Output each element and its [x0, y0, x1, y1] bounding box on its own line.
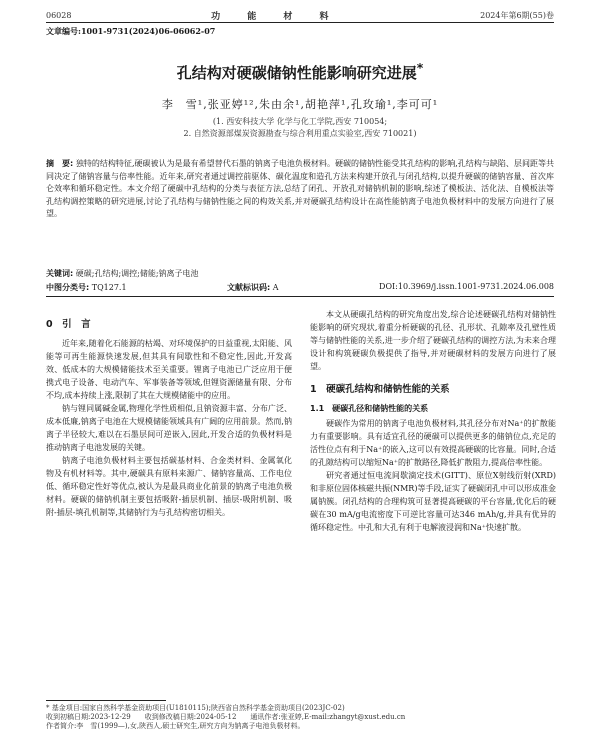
title-text: 孔结构对硬碳储钠性能影响研究进展 — [176, 64, 417, 82]
subsection-1-1-heading: 1.1 硬碳孔径和储钠性能的关系 — [310, 404, 429, 413]
section-introduction-heading: 0 引 言 — [46, 319, 91, 330]
paragraph: 近年来,随着化石能源的枯竭、对环境保护的日益重视,太阳能、风能等可再生能源快速发展,但其具有间歇性和不稳定性,因此,开发高效、低成本的大规模储能技术至关重要。锂离子电池已广泛应用于便携式电子设备、电动汽车、军事装备等领域,但锂资源储量有限、分布不均,成本持续上涨,限制了其在大规模储能中的应用。 — [46, 339, 292, 400]
doc-value: A — [272, 283, 279, 292]
section-1-heading: 1 硬碳孔结构和储钠性能的关系 — [310, 384, 450, 395]
journal-name: 功 能 材 料 — [211, 11, 341, 22]
clc-code — [46, 282, 127, 293]
title-footnote-mark: * — [416, 60, 424, 75]
paragraph: 本文从硬碳孔结构的研究角度出发,综合论述硬碳孔结构对储钠性能影响的研究现状,着重分析硬碳的孔径、孔形状、孔隙率及孔壁性质等与储钠性能的关系,进一步介绍了硬碳孔结构的调控方法,为未来合理设计和构筑硬碳负极提供了指导,并对硬碳材料的发展方向进行了展望。 — [310, 310, 556, 371]
running-header — [46, 8, 554, 22]
keywords — [46, 268, 554, 279]
affiliation-1: (1. 西安科技大学 化学与化工学院,西安 710054; — [212, 117, 388, 126]
footnote-funding: * 基金项目:国家自然科学基金资助项目(U1810115);陕西省自然科学基金资助项目(2023JC-02) — [46, 704, 345, 712]
abstract-rule — [46, 296, 554, 297]
clc-label: 中图分类号: — [46, 283, 90, 292]
author-list: 李 雪¹,张亚婷¹²,朱由余¹,胡艳萍¹,孔玫瑜¹,李可可¹ — [161, 98, 439, 111]
paragraph: 硬碳作为常用的钠离子电池负极材料,其孔径分布对Na⁺的扩散能力有重要影响。具有适宜孔径的硬碳可以提供更多的储钠位点,充足的活性位点有利于Na⁺的嵌入,这可以有效提高硬碳的比容量。同时,合适的孔隙结构可以缩短Na⁺的扩散路径,降低扩散阻力,提高倍率性能。 — [310, 419, 556, 467]
keywords-text: 硬碳;孔结构;调控;储能;钠离子电池 — [75, 269, 199, 278]
abstract — [46, 158, 554, 221]
footnote-dates: 收到初稿日期:2023-12-29 收到修改稿日期:2024-05-12 通讯作者:张亚婷,E-mail:zhangyt@xust.edu.cn — [46, 713, 406, 721]
right-column — [310, 308, 556, 534]
doc-label: 文献标识码: — [227, 283, 271, 292]
abstract-text: 独特的结构特征,硬碳被认为是最有希望替代石墨的钠离子电池负极材料。硬碳的储钠性能受其孔结构的影响,孔结构与缺陷、层间距等共同决定了储钠容量与倍率性能。近年来,研究者通过调控前驱体、碳化温度和造孔方法来构建开放孔与闭孔结构,以提升硬碳的储钠容量、首次库仑效率和循环稳定性。本文介绍了硬碳中孔结构的分类与表征方法,总结了闭孔、开放孔对储钠机制的影响,综述了模板法、活化法、自模板法等孔结构调控策略的研究进展,讨论了孔结构与储钠性能之间的构效关系,并对硬碳孔结构设计在高性能钠离子电池负极材料中的发展方向进行了展望。 — [46, 159, 554, 218]
header-rule — [46, 22, 554, 23]
classification-line — [46, 282, 554, 293]
footnotes — [46, 704, 554, 731]
page-number: 06028 — [46, 10, 72, 20]
paragraph: 钠离子电池负极材料主要包括碳基材料、合金类材料、金属氧化物及有机材料等。其中,硬碳具有原料来源广、储钠容量高、工作电位低、循环稳定性好等优点,被认为是最具商业化前景的钠离子电池负极材料。硬碳的储钠机制主要包括吸附-插层机制、插层-吸附机制、吸附-插层-填孔机制等,其储钠行为与孔结构密切相关。 — [46, 456, 292, 517]
paper-title — [0, 60, 600, 83]
issue-info: 2024年第6期(55)卷 — [480, 10, 554, 20]
keywords-label: 关键词: — [46, 269, 74, 278]
clc-value: TQ127.1 — [91, 283, 127, 292]
doc-code — [227, 282, 279, 293]
doi: DOI:10.3969/j.issn.1001-9731.2024.06.008 — [379, 282, 554, 291]
footnote-author-bio: 作者简介:李 雪(1999—),女,陕西人,硕士研究生,研究方向为钠离子电池负极材料。 — [46, 722, 305, 730]
article-number: 文章编号:1001-9731(2024)06-06062-07 — [46, 26, 216, 36]
paragraph: 钠与锂同属碱金属,物理化学性质相似,且钠资源丰富、分布广泛、成本低廉,钠离子电池在大规模储能领域具有广阔的应用前景。然而,钠离子半径较大,难以在石墨层间可逆嵌入,因此,开发合适的负极材料是推动钠离子电池发展的关键。 — [46, 404, 292, 452]
footnote-rule — [46, 700, 166, 701]
affiliation-2: 2. 自然资源部煤炭资源勘查与综合利用重点实验室,西安 710021) — [183, 129, 417, 138]
left-column — [46, 308, 292, 519]
paragraph: 研究者通过恒电流间歇滴定技术(GITT)、原位X射线衍射(XRD)和非原位固体核磁共振(NMR)等手段,证实了硬碳闭孔中可以形成准金属钠簇。闭孔结构的合理构筑可显著提高硬碳的平台容量,优化后的硬碳在30 mA/g电流密度下可逆比容量可达346 mAh/g,并具有优异的循环稳定性。中孔和大孔有利于电解液浸润和Na⁺快速扩散。 — [310, 471, 556, 532]
abstract-label: 摘 要: — [46, 159, 74, 168]
